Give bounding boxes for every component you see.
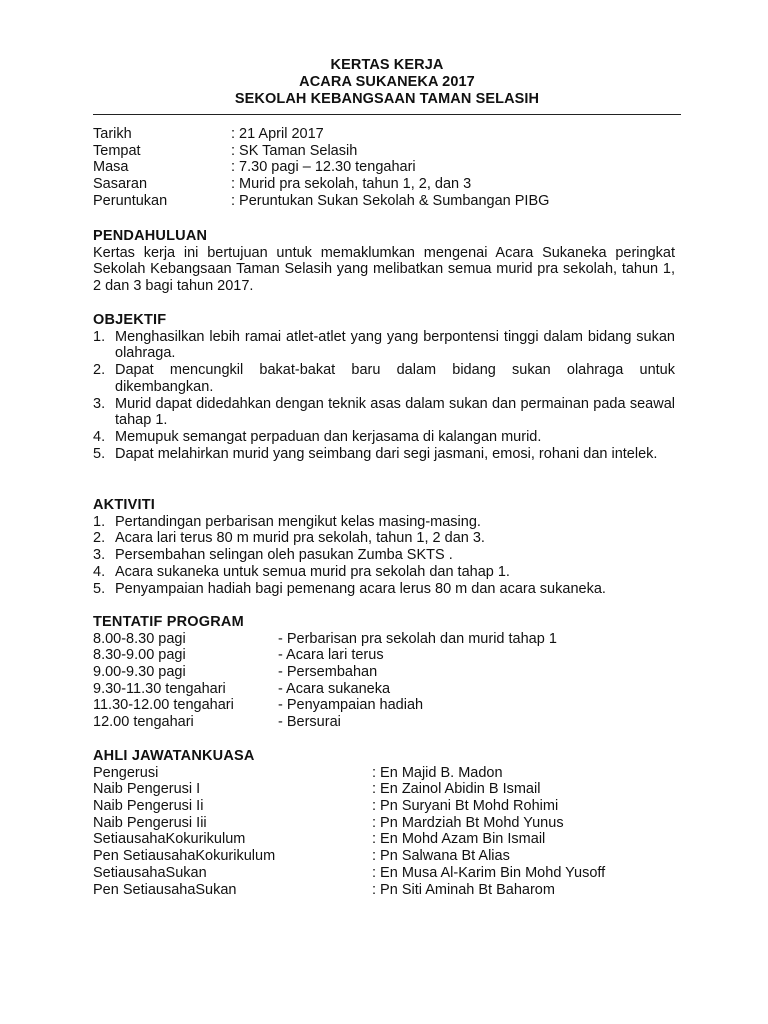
list-text: Menghasilkan lebih ramai atlet-atlet yang yang berpontensi tinggi dalam bidang sukan olahraga.: [115, 328, 675, 362]
schedule-time: 8.30-9.00 pagi: [93, 647, 186, 664]
section-objektif: [93, 312, 675, 462]
section-title: AHLI JAWATANKUASA: [93, 748, 255, 764]
info-row: [93, 126, 681, 143]
committee-row: [93, 882, 675, 899]
section-jawatankuasa: [93, 748, 675, 898]
committee-row: [93, 765, 675, 782]
committee-name: : Pn Salwana Bt Alias: [372, 848, 510, 865]
info-label: Peruntukan: [93, 192, 168, 209]
list-number: 2.: [93, 362, 106, 379]
schedule-time: 11.30-12.00 tengahari: [93, 697, 234, 714]
info-label: Sasaran: [93, 176, 148, 193]
header-divider: [93, 114, 681, 115]
schedule-time: 9.00-9.30 pagi: [93, 664, 186, 681]
list-item: [93, 429, 675, 446]
committee-name: : Pn Mardziah Bt Mohd Yunus: [372, 814, 564, 831]
section-title: TENTATIF PROGRAM: [93, 614, 244, 630]
list-text: Acara lari terus 80 m murid pra sekolah, tahun 1, 2 dan 3.: [115, 530, 485, 547]
list-number: 3.: [93, 395, 106, 412]
committee-role: SetiausahaKokurikulum: [93, 831, 246, 848]
event-info: [93, 126, 681, 209]
info-label: Tempat: [93, 142, 141, 159]
header-school: SEKOLAH KEBANGSAAN TAMAN SELASIH: [234, 91, 540, 107]
schedule-activity: - Acara sukaneka: [278, 680, 391, 697]
committee-role: Pen SetiausahaKokurikulum: [93, 848, 276, 865]
committee-row: [93, 815, 675, 832]
schedule-row: [93, 697, 675, 714]
list-item: [93, 446, 675, 463]
schedule-activity: - Penyampaian hadiah: [278, 697, 424, 714]
info-label: Masa: [93, 159, 129, 176]
list-text: Dapat mencungkil bakat-bakat baru dalam bidang sukan olahraga untuk dikembangkan.: [115, 362, 675, 395]
schedule-row: [93, 647, 675, 664]
info-row: [93, 176, 681, 193]
committee-row: [93, 831, 675, 848]
info-value: : 7.30 pagi – 12.30 tengahari: [231, 159, 416, 176]
list-number: 5.: [93, 580, 106, 597]
committee-name: : Pn Suryani Bt Mohd Rohimi: [372, 798, 559, 815]
committee-role: Naib Pengerusi Iii: [93, 814, 207, 831]
schedule-time: 9.30-11.30 tengahari: [93, 680, 226, 697]
schedule-row: [93, 631, 675, 648]
committee-row: [93, 848, 675, 865]
list-item: [93, 547, 675, 564]
info-value: : Peruntukan Sukan Sekolah & Sumbangan PIBG: [231, 192, 550, 209]
info-value: : SK Taman Selasih: [231, 142, 358, 159]
section-paragraph: Kertas kerja ini bertujuan untuk memaklumkan mengenai Acara Sukaneka peringkat Sekolah Kebangsaan Taman Selasih yang melibatkan semua murid pra sekolah, tahun 1, 2 dan 3 bagi tahun 2017.: [93, 244, 675, 295]
list-number: 2.: [93, 530, 106, 547]
list-number: 4.: [93, 428, 106, 445]
schedule-activity: - Perbarisan pra sekolah dan murid tahap 1: [278, 630, 557, 647]
committee-name: : En Majid B. Madon: [372, 764, 503, 781]
list-item: [93, 329, 675, 362]
committee-role: Pen SetiausahaSukan: [93, 881, 237, 898]
committee-role: Naib Pengerusi I: [93, 781, 201, 798]
committee-name: : En Mohd Azam Bin Ismail: [372, 831, 546, 848]
section-title: AKTIVITI: [93, 497, 156, 513]
header-title: KERTAS KERJA: [330, 57, 444, 73]
list-text: Acara sukaneka untuk semua murid pra sekolah dan tahap 1.: [115, 563, 510, 580]
committee-role: Naib Pengerusi Ii: [93, 798, 204, 815]
info-value: : 21 April 2017: [231, 126, 324, 142]
list-number: 5.: [93, 445, 106, 462]
section-aktiviti: [93, 497, 675, 597]
list-number: 4.: [93, 563, 106, 580]
info-row: [93, 159, 681, 176]
section-tentatif: [93, 614, 675, 731]
list-number: 1.: [93, 328, 106, 345]
schedule-row: [93, 714, 675, 731]
schedule-activity: - Persembahan: [278, 664, 378, 681]
committee-name: : Pn Siti Aminah Bt Baharom: [372, 881, 555, 898]
list-item: [93, 396, 675, 429]
committee-row: [93, 798, 675, 815]
list-number: 1.: [93, 513, 106, 530]
list-item: [93, 530, 675, 547]
list-item: [93, 514, 675, 531]
schedule-activity: - Bersurai: [278, 714, 341, 731]
list-item: [93, 362, 675, 395]
schedule-time: 8.00-8.30 pagi: [93, 630, 186, 647]
list-text: Persembahan selingan oleh pasukan Zumba SKTS .: [115, 547, 453, 564]
list-text: Pertandingan perbarisan mengikut kelas masing-masing.: [115, 513, 481, 530]
info-label: Tarikh: [93, 126, 132, 142]
list-item: [93, 564, 675, 581]
section-pendahuluan: [93, 228, 675, 295]
committee-row: [93, 865, 675, 882]
info-value: : Murid pra sekolah, tahun 1, 2, dan 3: [231, 176, 472, 193]
list-text: Penyampaian hadiah bagi pemenang acara lerus 80 m dan acara sukaneka.: [115, 580, 606, 597]
header-event: ACARA SUKANEKA 2017: [299, 74, 475, 90]
schedule-row: [93, 664, 675, 681]
list-number: 3.: [93, 547, 106, 564]
committee-name: : En Zainol Abidin B Ismail: [372, 781, 541, 798]
list-text: Memupuk semangat perpaduan dan kerjasama di kalangan murid.: [115, 428, 542, 445]
section-title: PENDAHULUAN: [93, 228, 208, 244]
info-row: [93, 193, 681, 210]
list-text: Dapat melahirkan murid yang seimbang dari segi jasmani, emosi, rohani dan intelek.: [115, 445, 658, 462]
committee-row: [93, 781, 675, 798]
info-row: [93, 143, 681, 160]
committee-role: SetiausahaSukan: [93, 864, 207, 881]
objective-list: [93, 329, 675, 463]
activity-list: [93, 514, 675, 598]
committee-name: : En Musa Al-Karim Bin Mohd Yusoff: [372, 864, 606, 881]
schedule-row: [93, 681, 675, 698]
document-header: [93, 57, 681, 108]
section-title: OBJEKTIF: [93, 312, 167, 328]
schedule-activity: - Acara lari terus: [278, 647, 384, 664]
list-text: Murid dapat didedahkan dengan teknik asas dalam sukan dan permainan pada seawal tahap 1.: [115, 395, 675, 429]
committee-role: Pengerusi: [93, 764, 159, 781]
list-item: [93, 581, 675, 598]
schedule-time: 12.00 tengahari: [93, 714, 194, 731]
